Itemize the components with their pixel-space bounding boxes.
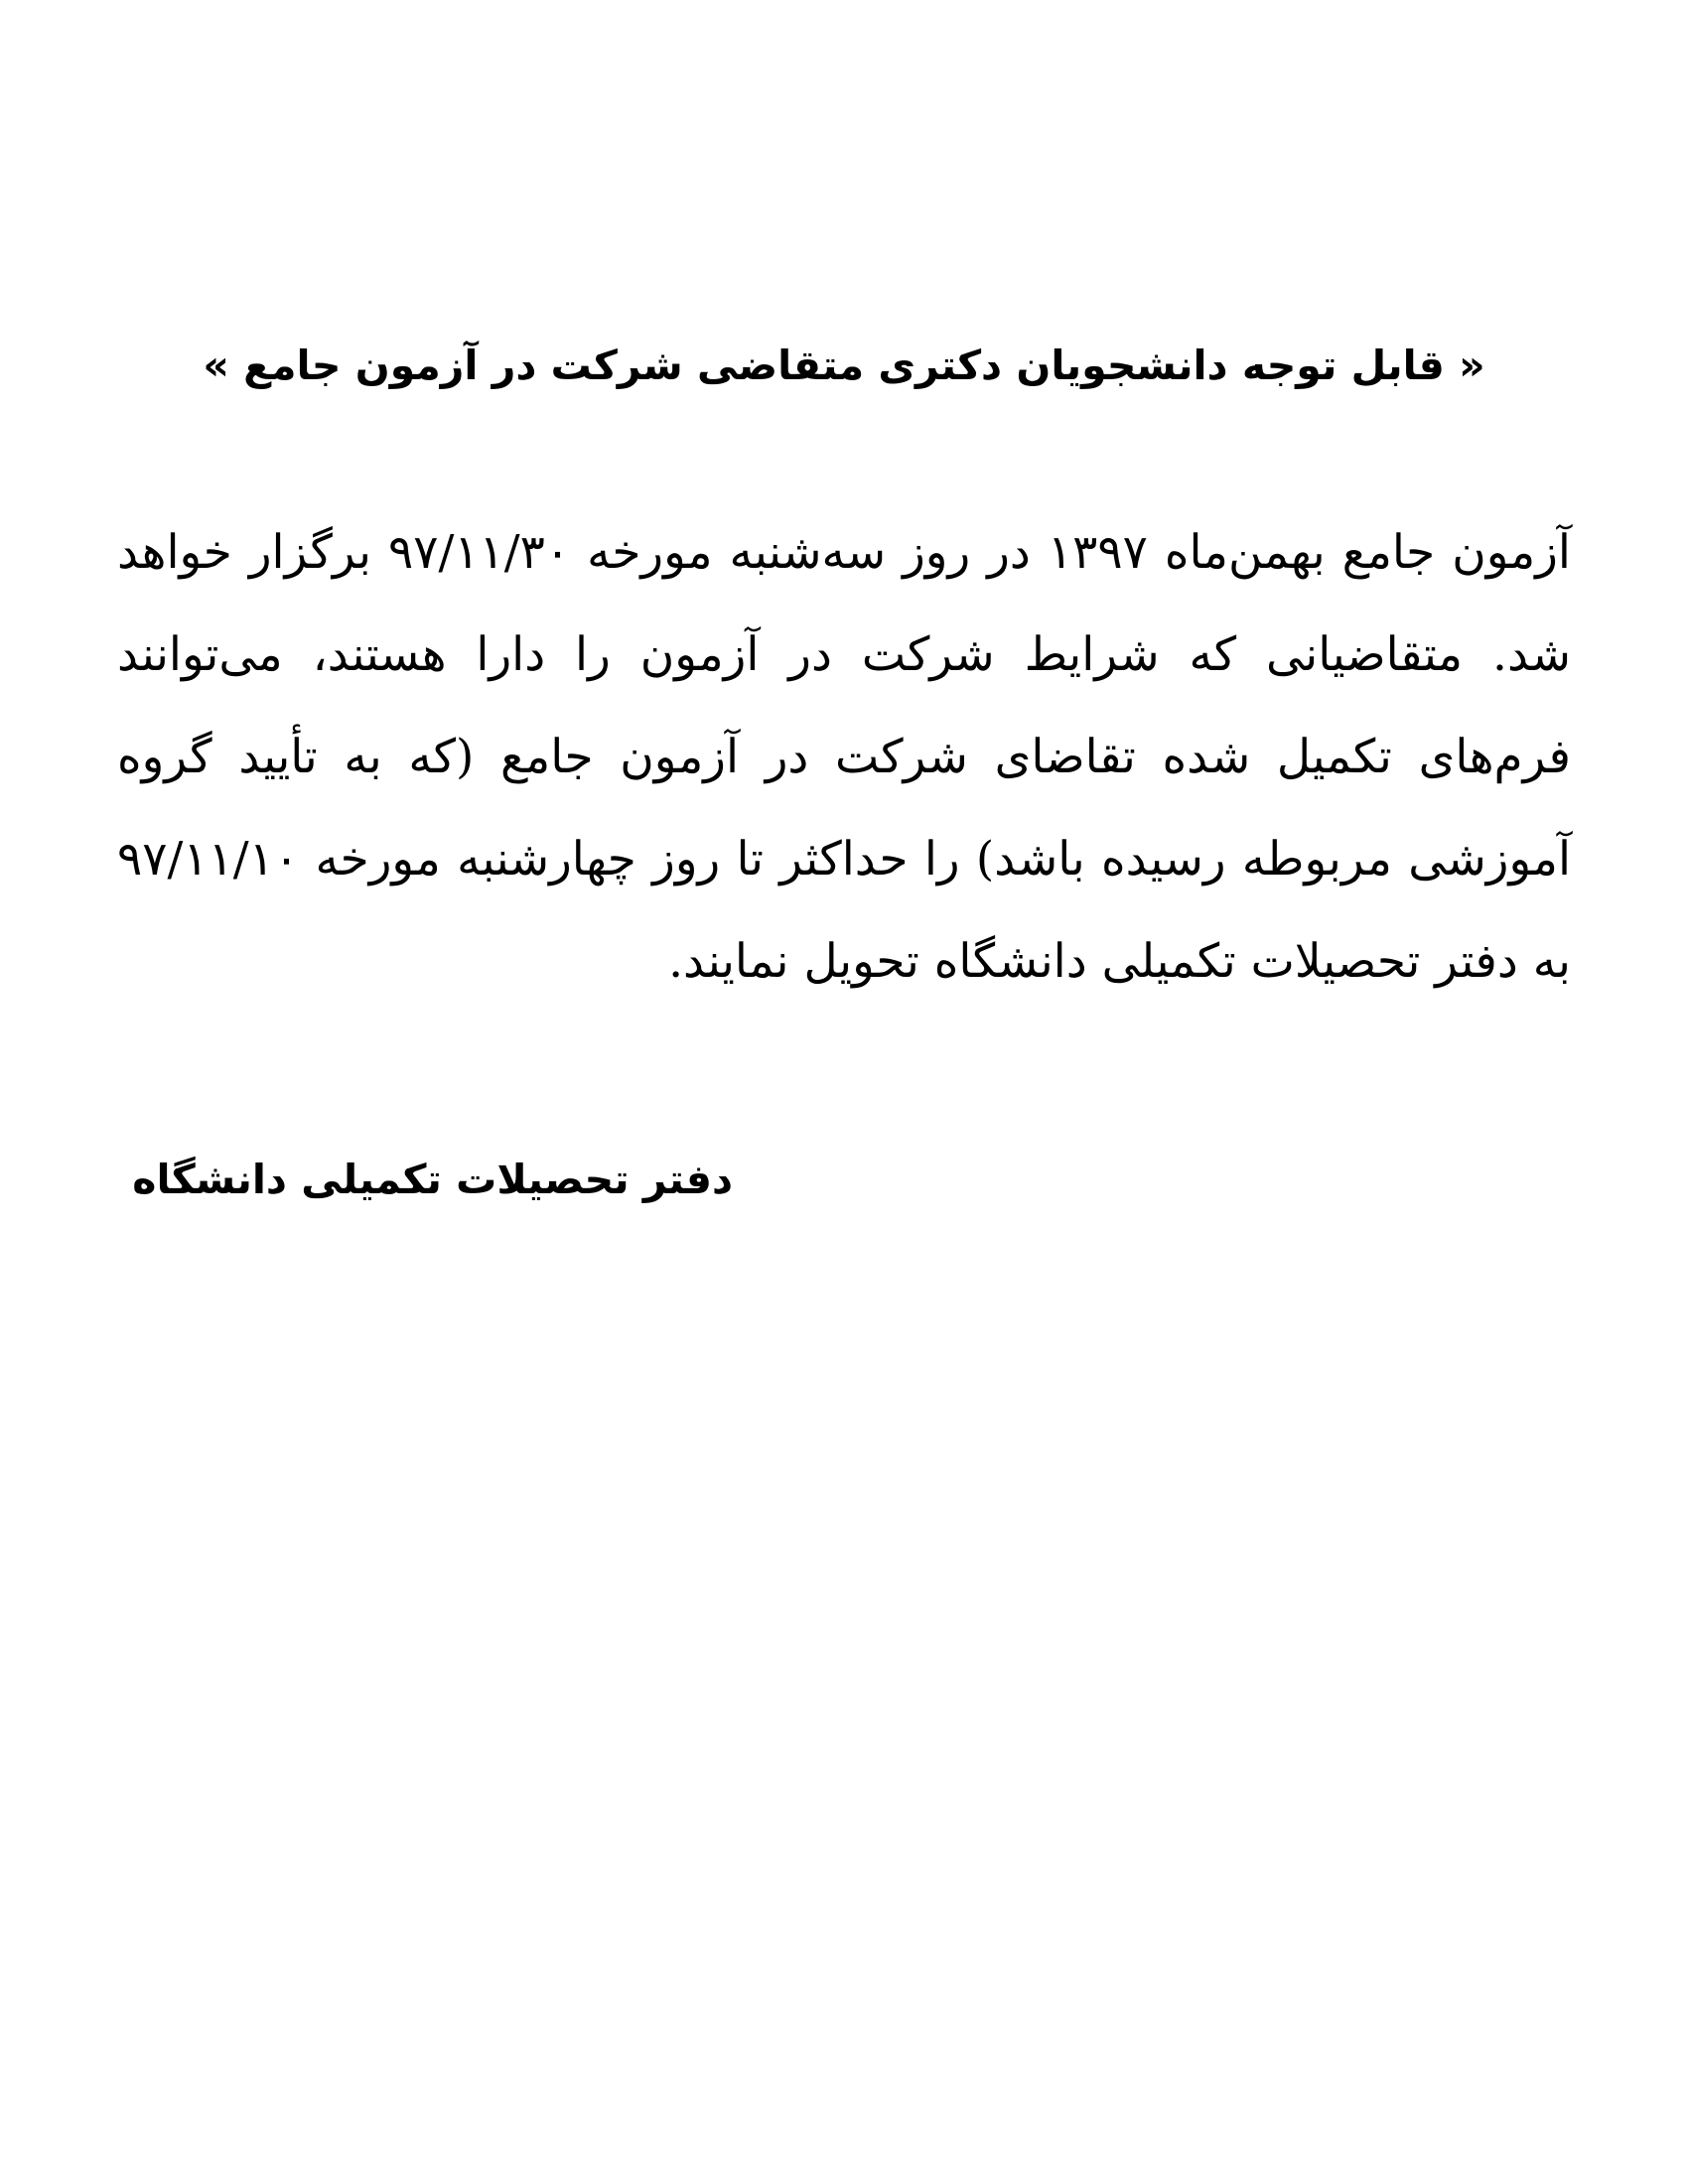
notice-body: آزمون جامع بهمن‌ماه ۱۳۹۷ در روز سه‌شنبه مورخه ۹۷/۱۱/۳۰ برگزار خواهد شد. متقاضیانی که شرایط شرکت در آزمون را دارا هستند، می‌توانند فرم‌های تکمیل شده تقاضای شرکت در آزمون جامع (که به تأیید گروه آموزشی مربوطه رسیده باشد) را حداکثر تا روز چهارشنبه مورخه ۹۷/۱۱/۱۰ به دفتر تحصیلات تکمیلی دانشگاه تحویل نمایند.: [117, 525, 1571, 989]
notice-title: « قابل توجه دانشجویان دکتری متقاضی شرکت در آزمون جامع »: [203, 341, 1485, 389]
notice-signature: دفتر تحصیلات تکمیلی دانشگاه: [132, 1156, 733, 1203]
